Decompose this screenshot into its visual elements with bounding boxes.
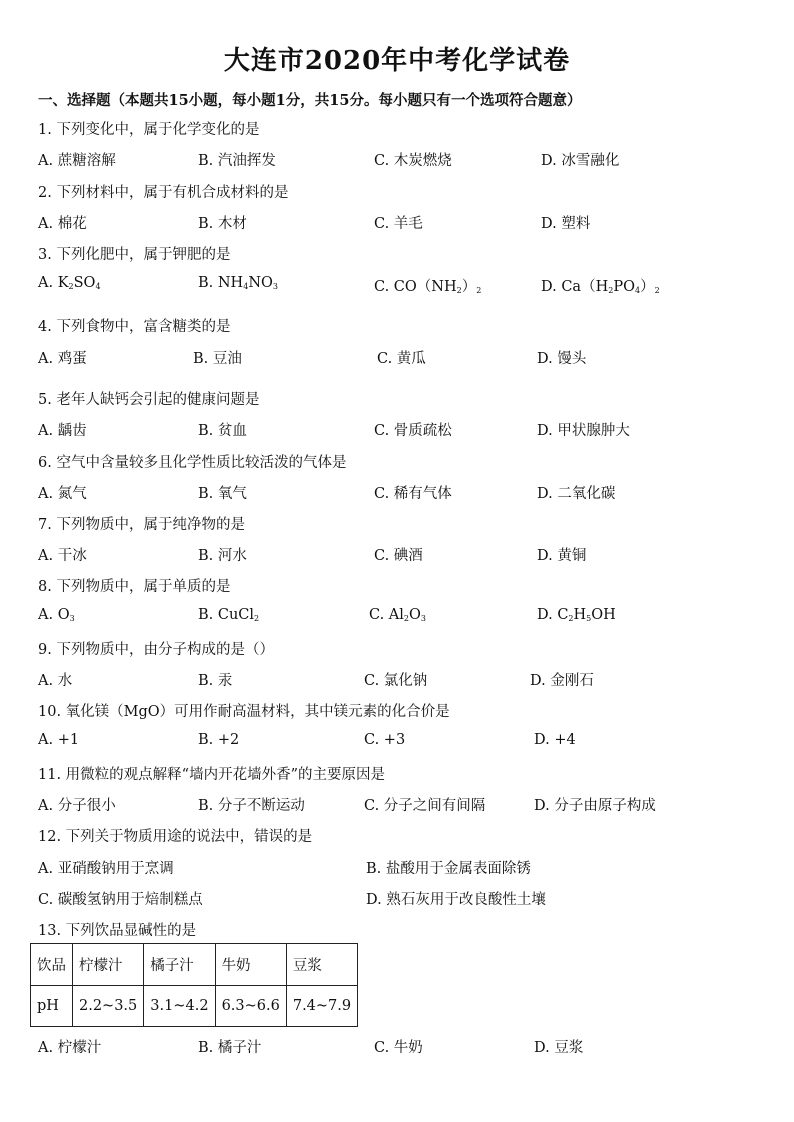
table-cell: 豆浆 bbox=[286, 944, 357, 986]
option-b: B. 盐酸用于金属表面除锈 bbox=[366, 861, 531, 877]
option-d: D. 二氧化碳 bbox=[537, 486, 616, 502]
option-b: B. 河水 bbox=[198, 548, 247, 564]
option-c: C. 牛奶 bbox=[374, 1040, 423, 1056]
option-c: C. 氯化钠 bbox=[364, 673, 428, 689]
option-b: B. 汞 bbox=[198, 673, 233, 689]
section-heading: 一、选择题（本题共15小题，每小题1分，共15分。每小题只有一个选项符合题意） bbox=[38, 92, 582, 109]
question-stem: 1. 下列变化中，属于化学变化的是 bbox=[38, 122, 260, 138]
option-a: A. 亚硝酸钠用于烹调 bbox=[38, 861, 174, 877]
question-stem: 2. 下列材料中，属于有机合成材料的是 bbox=[38, 185, 289, 201]
question-stem: 9. 下列物质中，由分子构成的是（） bbox=[38, 642, 274, 658]
option-b: B. $NH_4NO_3$ bbox=[198, 275, 278, 291]
option-a: A. $O_3$ bbox=[38, 607, 75, 623]
option-c: C. 骨质疏松 bbox=[374, 423, 452, 439]
option-a: A. 柠檬汁 bbox=[38, 1040, 102, 1056]
page-title: 大连市2020年中考化学试卷 bbox=[223, 46, 571, 76]
option-d: D. 塑料 bbox=[541, 216, 591, 232]
option-a: A. 鸡蛋 bbox=[38, 351, 87, 367]
option-d: D. 冰雪融化 bbox=[541, 153, 620, 169]
table-cell: 6.3~6.6 bbox=[215, 986, 286, 1027]
table-cell: 柠檬汁 bbox=[73, 944, 144, 986]
option-a: A. 龋齿 bbox=[38, 423, 87, 439]
option-c: C. 碳酸氢钠用于焙制糕点 bbox=[38, 892, 203, 908]
option-b: B. 豆油 bbox=[193, 351, 242, 367]
question-stem: 6. 空气中含量较多且化学性质比较活泼的气体是 bbox=[38, 455, 347, 471]
option-d: D. 熟石灰用于改良酸性土壤 bbox=[366, 892, 546, 908]
table-cell: 牛奶 bbox=[215, 944, 286, 986]
option-d: D. $Ca(H_2PO_4)_2$ bbox=[541, 279, 660, 295]
option-d: D. 黄铜 bbox=[537, 548, 587, 564]
ph-table bbox=[30, 943, 358, 1027]
question-stem: 10. 氧化镁（MgO）可用作耐高温材料，其中镁元素的化合价是 bbox=[38, 704, 450, 720]
table-cell: 橘子汁 bbox=[144, 944, 215, 986]
option-c: C. $Al_2O_3$ bbox=[369, 607, 426, 623]
option-d: D. 豆浆 bbox=[534, 1040, 584, 1056]
option-d: D. 分子由原子构成 bbox=[534, 798, 656, 814]
option-c: C. $CO(NH_2)_2$ bbox=[374, 279, 482, 295]
question-stem: 13. 下列饮品显碱性的是 bbox=[38, 923, 197, 939]
question-stem: 3. 下列化肥中，属于钾肥的是 bbox=[38, 247, 231, 263]
question-stem: 8. 下列物质中，属于单质的是 bbox=[38, 579, 231, 595]
table-cell: 饮品 bbox=[31, 944, 73, 986]
option-c: C. 分子之间有间隔 bbox=[364, 798, 486, 814]
option-d: D. 甲状腺肿大 bbox=[537, 423, 630, 439]
option-c: C. 碘酒 bbox=[374, 548, 423, 564]
table-cell: 3.1~4.2 bbox=[144, 986, 215, 1027]
option-c: C. 羊毛 bbox=[374, 216, 423, 232]
option-a: A. 干冰 bbox=[38, 548, 87, 564]
table-cell: 7.4~7.9 bbox=[286, 986, 357, 1027]
question-stem: 11. 用微粒的观点解释“墙内开花墙外香”的主要原因是 bbox=[38, 767, 385, 783]
question-stem: 12. 下列关于物质用途的说法中，错误的是 bbox=[38, 829, 313, 845]
option-a: A. 水 bbox=[38, 673, 73, 689]
option-c: C. 稀有气体 bbox=[374, 486, 452, 502]
option-b: B. 氧气 bbox=[198, 486, 247, 502]
table-cell: 2.2~3.5 bbox=[73, 986, 144, 1027]
option-d: D. 金刚石 bbox=[530, 673, 594, 689]
question-stem: 7. 下列物质中，属于纯净物的是 bbox=[38, 517, 245, 533]
option-b: B. 分子不断运动 bbox=[198, 798, 305, 814]
option-b: B. 汽油挥发 bbox=[198, 153, 276, 169]
option-b: B. 橘子汁 bbox=[198, 1040, 262, 1056]
option-a: A. 分子很小 bbox=[38, 798, 116, 814]
option-a: A. +1 bbox=[38, 732, 80, 748]
option-d: D. 馒头 bbox=[537, 351, 587, 367]
option-b: B. 木材 bbox=[198, 216, 247, 232]
table-row bbox=[31, 986, 358, 1027]
question-stem: 5. 老年人缺钙会引起的健康问题是 bbox=[38, 392, 260, 408]
table-cell: pH bbox=[31, 986, 73, 1027]
option-b: B. 贫血 bbox=[198, 423, 247, 439]
option-d: D. $C_2H_5OH$ bbox=[537, 607, 616, 623]
option-d: D. +4 bbox=[534, 732, 576, 748]
option-c: C. +3 bbox=[364, 732, 406, 748]
option-a: A. 氮气 bbox=[38, 486, 87, 502]
option-c: C. 木炭燃烧 bbox=[374, 153, 452, 169]
option-a: A. 棉花 bbox=[38, 216, 87, 232]
option-a: A. 蔗糖溶解 bbox=[38, 153, 116, 169]
option-c: C. 黄瓜 bbox=[377, 351, 426, 367]
option-b: B. +2 bbox=[198, 732, 240, 748]
question-stem: 4. 下列食物中，富含糖类的是 bbox=[38, 319, 231, 335]
option-b: B. CuCl$_2$ bbox=[198, 607, 260, 623]
option-a: A. $K_2SO_4$ bbox=[38, 275, 101, 291]
table-header-row bbox=[31, 944, 358, 986]
